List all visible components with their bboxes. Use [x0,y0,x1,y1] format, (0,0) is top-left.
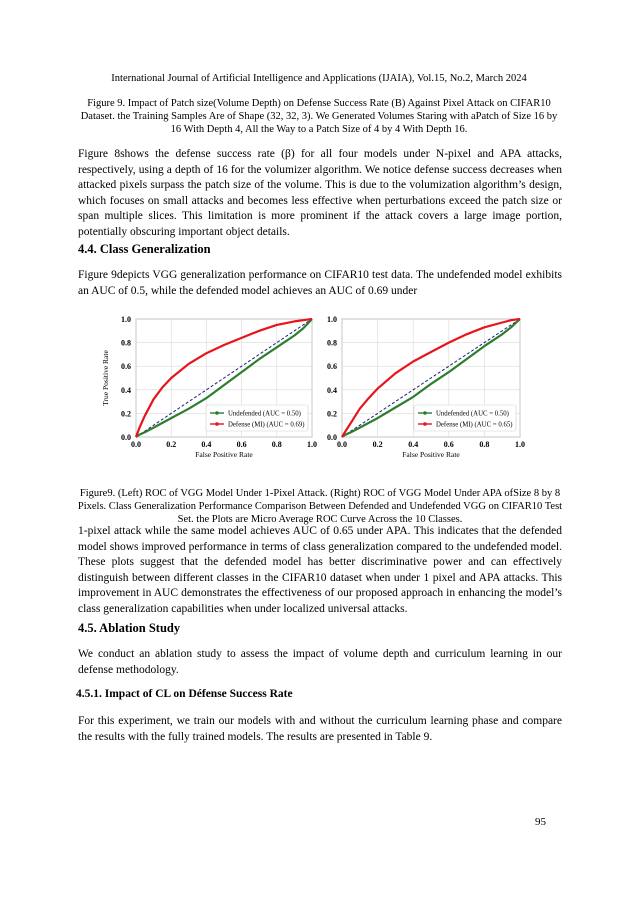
section-heading-ablation-study: 4.5. Ablation Study [78,621,181,635]
x-axis-label: False Positive Rate [402,450,460,459]
legend-swatch-marker [215,411,219,415]
roc-chart-right [322,309,532,459]
legend-entry-label: Defense (MI) (AUC = 0.65) [436,421,513,429]
y-tick-label: 0.6 [121,362,131,372]
y-tick-label: 1.0 [121,315,131,324]
legend-swatch-marker [423,411,427,415]
paragraph-4: We conduct an ablation study to assess the impact of volume depth and curriculum learning in our defense methodology. [78,648,562,676]
roc-chart-left [98,309,324,459]
legend-swatch-marker [423,422,427,426]
page-number: 95 [535,816,546,828]
journal-header: International Journal of Artificial Intelligence and Applications (IJAIA), Vol.15, No.2, March 2024 [111,73,527,84]
y-tick-label: 0.4 [327,385,337,395]
legend-entry-label: Undefended (AUC = 0.50) [436,410,509,418]
section-heading-class-generalization: 4.4. Class Generalization [78,242,211,256]
y-tick-label: 0.8 [327,338,337,348]
legend-entry-label: Defense (MI) (AUC = 0.69) [228,421,305,429]
subsection-heading-cl-impact: 4.5.1. Impact of CL on Défense Success Rate [76,688,293,700]
y-axis-label: True Positive Rate [101,350,110,406]
y-tick-label: 0.2 [121,409,131,419]
x-tick-label: 0.2 [372,440,383,449]
figure-caption-top: Figure 9. Impact of Patch size(Volume Depth) on Defense Success Rate (B) Against Pixel Attack on CIFAR10 Dataset. the Training Samples Are of Shape (32, 32, 3). We Generated Volumes Staring with aPatch of Size 16 by 16 With Depth 4, All the Way to a Patch Size of 4 by 4 With Depth 16. [80,98,558,135]
x-tick-label: 0.8 [479,440,490,449]
x-axis-label: False Positive Rate [195,450,253,459]
figure-caption: Figure9. (Left) ROC of VGG Model Under 1-Pixel Attack. (Right) ROC of VGG Model Under APA ofSize 8 by 8 Pixels. Class Generalization Performance Comparison Between Defended and Undefended VGG on CIFAR10 Test Set. the Plots are Micro Average ROC Curve Across the 10 Classes. [77,488,563,526]
x-tick-label: 0.4 [201,440,212,449]
x-tick-label: 0.2 [166,440,177,449]
y-tick-label: 1.0 [327,315,337,324]
x-tick-label: 1.0 [307,440,317,449]
x-tick-label: 0.8 [271,440,282,449]
legend-swatch-marker [215,422,219,426]
x-tick-label: 0.6 [443,440,454,449]
x-tick-label: 0.0 [337,440,347,449]
legend-entry-label: Undefended (AUC = 0.50) [228,410,301,418]
paragraph-3: 1-pixel attack while the same model achieves AUC of 0.65 under APA. This indicates that the defended model shows improved performance in terms of class generalization compared to the undefended model. These plots suggest that the defended model has better discriminative power and can effectively distinguish between different classes in the CIFAR10 dataset when under 1 pixel and APA attacks. This improvement in AUC demonstrates the effectiveness of our proposed approach in enhancing the model’s class generalization capabilities when under localized universal attacks. [78,525,562,615]
x-tick-label: 0.6 [236,440,247,449]
paragraph-2: Figure 9depicts VGG generalization performance on CIFAR10 test data. The undefended model exhibits an AUC of 0.5, while the defended model achieves an AUC of 0.69 under [78,269,562,297]
x-tick-label: 0.0 [131,440,141,449]
y-tick-label: 0.0 [327,433,337,442]
x-tick-label: 1.0 [515,440,525,449]
y-tick-label: 0.2 [327,409,337,419]
y-tick-label: 0.8 [121,338,131,348]
x-tick-label: 0.4 [408,440,419,449]
y-tick-label: 0.0 [121,433,131,442]
paragraph-1: Figure 8shows the defense success rate (β) for all four models under N-pixel and APA attacks, respectively, using a depth of 16 for the volumizer algorithm. We notice defense success decreases when attacked pixels surpass the patch size of the volume. This is due to the volumization algorithm’s design, which focuses on small attacks and becomes less effective when perturbations exceed the patch size or span multiple slices. This limitation is more prominent if the attack covers a large image portion, potentially obscuring important object details. [78,148,562,238]
y-tick-label: 0.4 [121,385,131,395]
paragraph-5: For this experiment, we train our models with and without the curriculum learning phase and compare the results with the fully trained models. The results are presented in Table 9. [78,715,562,743]
y-tick-label: 0.6 [327,362,337,372]
